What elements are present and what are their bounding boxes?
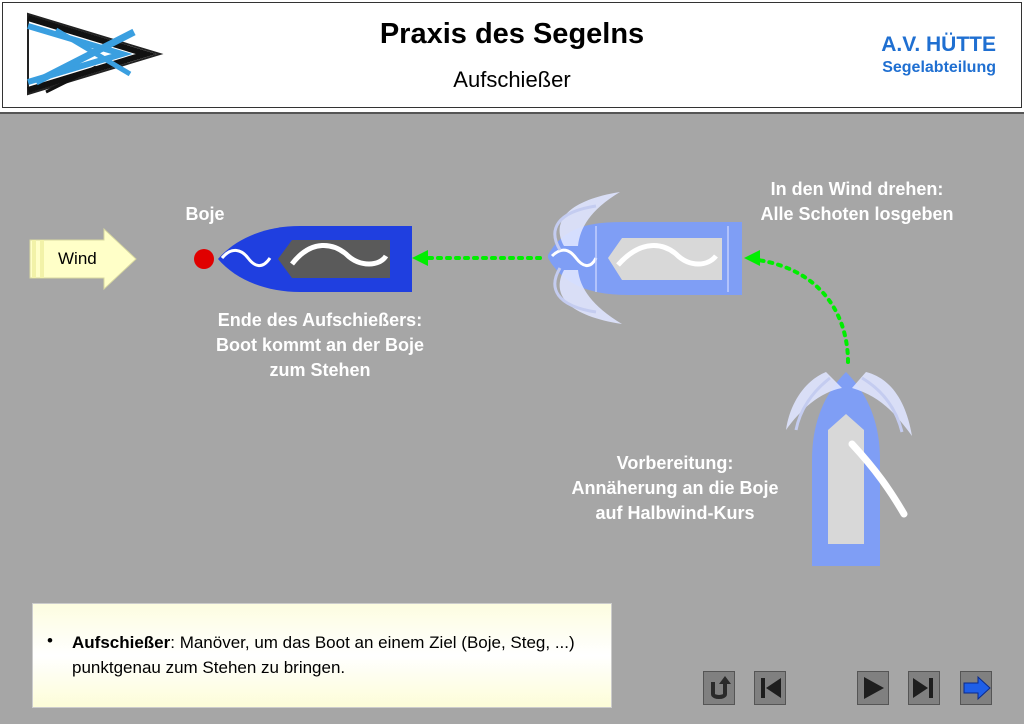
boat-stopped-icon	[218, 226, 412, 292]
buoy-label	[170, 202, 240, 227]
play-button[interactable]	[857, 671, 889, 705]
buoy-label-text: Boje	[185, 204, 225, 224]
definition-text	[72, 630, 592, 680]
step-prep-line-1: Vorbereitung:	[616, 453, 734, 473]
last-slide-button[interactable]	[908, 671, 940, 705]
path-turn	[758, 260, 848, 362]
path-arrowhead-turn	[744, 250, 760, 266]
page-title: Praxis des Segelns	[379, 18, 645, 50]
org-dept: Segelabteilung	[882, 59, 996, 76]
boat-head-to-wind-icon	[548, 192, 742, 324]
step-turn-line-2: Alle Schoten losgeben	[760, 204, 954, 224]
next-button[interactable]	[960, 671, 992, 705]
step-turn-label	[716, 177, 998, 227]
step-end-line-1: Ende des Aufschießers:	[217, 310, 423, 330]
return-icon	[704, 672, 734, 704]
step-end-line-2: Boot kommt an der Boje	[215, 335, 425, 355]
last-icon	[909, 672, 939, 704]
step-end-line-3: zum Stehen	[269, 360, 371, 380]
next-arrow-icon	[961, 672, 991, 704]
step-prep-label	[540, 451, 810, 526]
step-prep-line-3: auf Halbwind-Kurs	[595, 503, 755, 523]
step-end-label	[180, 308, 460, 383]
definition-box	[32, 603, 612, 708]
org-name: A.V. HÜTTE	[881, 33, 996, 56]
first-icon	[755, 672, 785, 704]
path-arrowhead-left	[412, 250, 428, 266]
buoy-icon	[194, 249, 214, 269]
first-slide-button[interactable]	[754, 671, 786, 705]
definition-term: Aufschießer	[72, 633, 171, 652]
return-button[interactable]	[703, 671, 735, 705]
step-turn-line-1: In den Wind drehen:	[770, 179, 944, 199]
step-prep-line-2: Annäherung an die Boje	[571, 478, 779, 498]
bullet-icon: •	[47, 631, 53, 650]
wind-label: Wind	[58, 249, 97, 268]
definition-body: : Manöver, um das Boot an einem Ziel (Boje, Steg, ...) punktgenau zum Stehen zu bringen.	[72, 633, 575, 677]
play-icon	[858, 672, 888, 704]
page-subtitle: Aufschießer	[453, 67, 571, 92]
